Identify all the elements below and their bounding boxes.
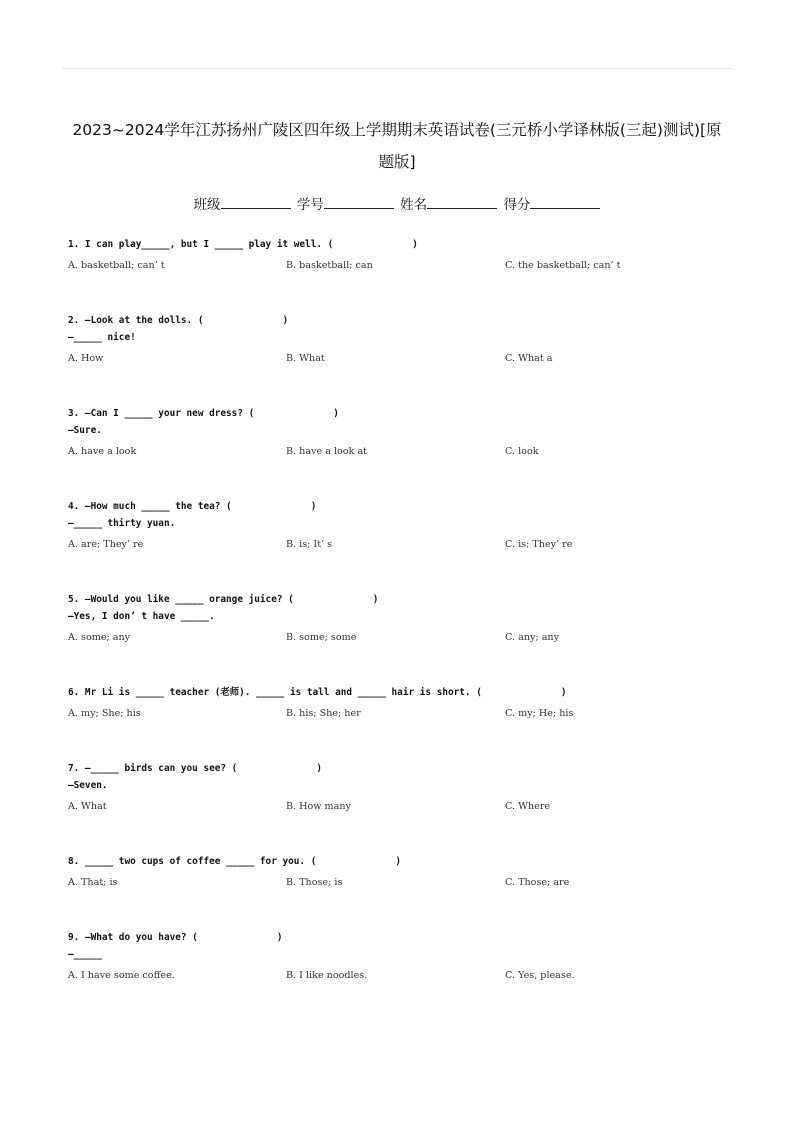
options-row (68, 539, 738, 555)
name-label: 姓名 (400, 197, 428, 213)
student-id-field[interactable] (297, 193, 394, 213)
option-b[interactable]: B. some; some (286, 632, 357, 643)
option-a[interactable]: A. my; She; his (68, 708, 141, 719)
options-row (68, 632, 738, 648)
question-stem: 7. —_____ birds can you see? ( ) (68, 763, 322, 774)
question-response-line: —_____ (68, 949, 102, 960)
options-row (68, 353, 738, 369)
title-line-1: 2023~2024学年江苏扬州广陵区四年级上学期期末英语试卷(三元桥小学译林版(三起)测试)[原 (72, 121, 722, 139)
question-8 (68, 853, 738, 893)
options-row (68, 260, 738, 276)
class-label: 班级 (193, 197, 221, 213)
options-row (68, 801, 738, 817)
option-c[interactable]: C. any; any (505, 632, 560, 643)
option-a[interactable]: A. some; any (68, 632, 131, 643)
question-6 (68, 684, 738, 724)
question-stem: 4. —How much _____ the tea? ( ) (68, 501, 317, 512)
option-a[interactable]: A. That; is (68, 877, 118, 888)
option-c[interactable]: C. Those; are (505, 877, 570, 888)
option-a[interactable]: A. What (68, 801, 107, 812)
question-stem: 2. —Look at the dolls. ( ) (68, 315, 289, 326)
option-c[interactable]: C. What a (505, 353, 553, 364)
options-row (68, 970, 738, 986)
student-id-blank[interactable] (324, 196, 394, 209)
question-1 (68, 236, 738, 276)
options-row (68, 708, 738, 724)
question-3 (68, 405, 738, 462)
question-response-line: —Sure. (68, 425, 102, 436)
question-2 (68, 312, 738, 369)
option-b[interactable]: B. basketball; can (286, 260, 373, 271)
question-5 (68, 591, 738, 648)
score-field[interactable] (503, 193, 600, 213)
option-c[interactable]: C. is; They’ re (505, 539, 573, 550)
question-stem: 5. —Would you like _____ orange juice? ( ) (68, 594, 379, 605)
student-id-label: 学号 (296, 197, 324, 213)
score-blank[interactable] (530, 196, 600, 209)
question-response-line: —Seven. (68, 780, 108, 791)
option-b[interactable]: B. What (286, 353, 325, 364)
option-c[interactable]: C. the basketball; can’ t (505, 260, 621, 271)
options-row (68, 877, 738, 893)
question-4 (68, 498, 738, 555)
option-b[interactable]: B. have a look at (286, 446, 368, 457)
title-line-2: 题版] (378, 153, 416, 171)
class-field[interactable] (194, 193, 291, 213)
option-b[interactable]: B. How many (286, 801, 351, 812)
question-9 (68, 929, 738, 986)
name-field[interactable] (400, 193, 497, 213)
header-rule (62, 68, 732, 69)
question-stem: 6. Mr Li is _____ teacher (老师). _____ is tall and _____ hair is short. ( ) (68, 687, 567, 698)
option-a[interactable]: A. basketball; can’ t (68, 260, 165, 271)
class-blank[interactable] (221, 196, 291, 209)
question-response-line: —_____ thirty yuan. (68, 518, 176, 529)
option-c[interactable]: C. my; He; his (505, 708, 574, 719)
question-stem: 1. I can play_____, but I _____ play it well. ( ) (68, 239, 418, 250)
option-a[interactable]: A. I have some coffee. (68, 970, 175, 981)
option-c[interactable]: C. Where (505, 801, 551, 812)
option-b[interactable]: B. Those; is (286, 877, 343, 888)
question-stem: 9. —What do you have? ( ) (68, 932, 283, 943)
option-a[interactable]: A. How (68, 353, 104, 364)
name-blank[interactable] (427, 196, 497, 209)
question-stem: 8. _____ two cups of coffee _____ for you. ( ) (68, 856, 402, 867)
option-a[interactable]: A. have a look (68, 446, 137, 457)
option-c[interactable]: C. look (505, 446, 539, 457)
option-b[interactable]: B. his; She; her (286, 708, 361, 719)
option-a[interactable]: A. are; They’ re (68, 539, 144, 550)
student-info-row (0, 193, 794, 213)
question-stem: 3. —Can I _____ your new dress? ( ) (68, 408, 339, 419)
options-row (68, 446, 738, 462)
option-b[interactable]: B. is; It’ s (286, 539, 333, 550)
question-7 (68, 760, 738, 817)
document-title (62, 114, 732, 178)
question-response-line: —_____ nice! (68, 332, 136, 343)
question-response-line: —Yes, I don’ t have _____. (68, 611, 215, 622)
option-c[interactable]: C. Yes, please. (505, 970, 575, 981)
option-b[interactable]: B. I like noodles. (286, 970, 368, 981)
score-label: 得分 (503, 197, 531, 213)
